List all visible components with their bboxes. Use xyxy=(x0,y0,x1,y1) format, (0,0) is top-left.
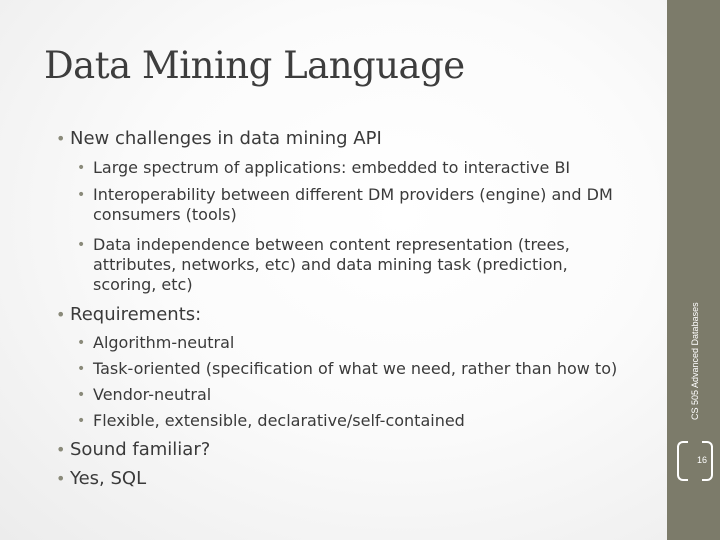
bullet-marker: • xyxy=(56,440,66,459)
bullet-marker: • xyxy=(77,187,86,203)
sub-bullet-text: Algorithm-neutral xyxy=(93,333,235,352)
sub-bullet-text: Interoperability between different DM providers (engine) and DM consumers (tools) xyxy=(93,185,613,224)
sub-bullet-text: Flexible, extensible, declarative/self-contained xyxy=(93,411,465,430)
bullet-text: Requirements: xyxy=(70,304,202,325)
sub-bullet xyxy=(77,359,618,379)
sub-bullet xyxy=(77,411,465,431)
course-label: CS 505 Advanced Databases xyxy=(690,302,700,420)
sub-bullet-text: Data independence between content representation (trees, attributes, networks, etc) and data mining task (prediction, scoring, etc) xyxy=(93,235,570,294)
bullet-requirements xyxy=(56,304,202,325)
sub-bullet xyxy=(77,235,593,295)
sub-bullet xyxy=(77,185,633,225)
bullet-text: Yes, SQL xyxy=(70,468,147,489)
page-number: 16 xyxy=(697,455,708,465)
sub-bullet-text: Large spectrum of applications: embedded to interactive BI xyxy=(93,158,571,177)
sub-bullet xyxy=(77,333,235,353)
sub-bullet xyxy=(77,158,571,178)
bullet-text: Sound familiar? xyxy=(70,439,211,460)
bullet-sound-familiar xyxy=(56,439,211,460)
bullet-marker: • xyxy=(77,361,86,377)
bullet-yes-sql xyxy=(56,468,147,489)
bullet-marker: • xyxy=(77,160,86,176)
bullet-text: New challenges in data mining API xyxy=(70,128,382,149)
bullet-marker: • xyxy=(77,387,86,403)
bullet-marker: • xyxy=(56,305,66,324)
bullet-marker: • xyxy=(77,237,86,253)
bullet-new-challenges xyxy=(56,128,382,149)
bullet-marker: • xyxy=(77,335,86,351)
sub-bullet-text: Vendor-neutral xyxy=(93,385,212,404)
bullet-marker: • xyxy=(56,469,66,488)
bullet-marker: • xyxy=(77,413,86,429)
page-number-box xyxy=(677,441,717,481)
bullet-marker: • xyxy=(56,129,66,148)
slide-title: Data Mining Language xyxy=(44,44,465,87)
bracket-left-icon xyxy=(677,441,688,481)
sub-bullet-text: Task-oriented (specification of what we need, rather than how to) xyxy=(93,359,618,378)
sub-bullet xyxy=(77,385,212,405)
